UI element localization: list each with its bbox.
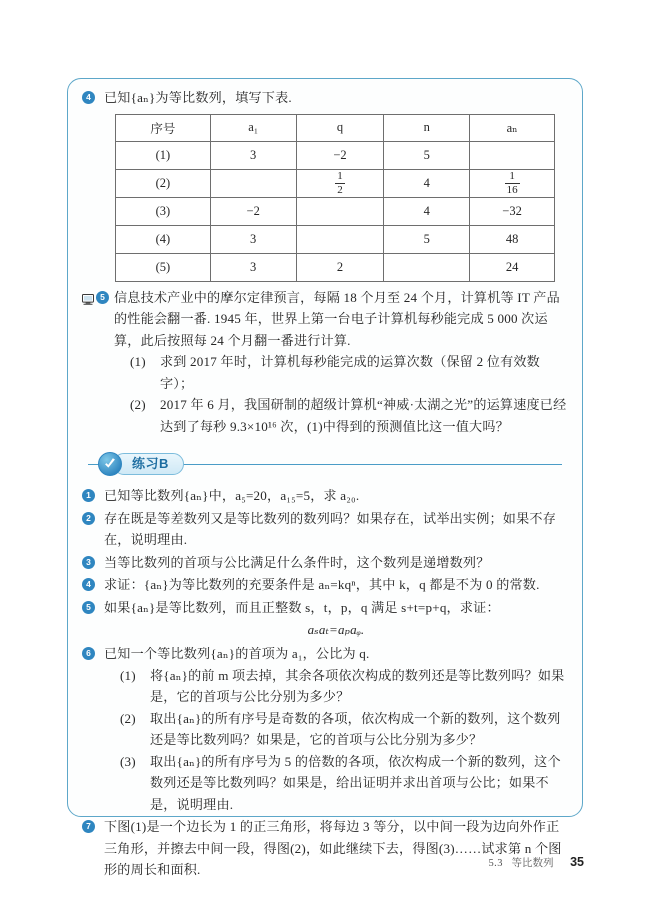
item-5-sub-2 [130, 394, 568, 437]
cell-label: (2) [116, 169, 211, 197]
sub-text: 将{aₙ}的前 m 项去掉，其余各项依次构成的数列还是等比数列吗？如果是，它的首项与公比分别为多少？ [150, 667, 565, 704]
sub-text: 求到 2017 年时，计算机每秒能完成的运算次数（保留 2 位有效数字）； [160, 354, 540, 391]
cell-n [384, 253, 470, 281]
item-number-badge: 2 [82, 512, 95, 525]
exercise-item-5 [82, 287, 568, 438]
cell-n: 4 [384, 197, 470, 225]
sub-label: (2) [130, 397, 146, 412]
exercise-b-item-7 [82, 816, 568, 881]
b-item-6-body [104, 643, 568, 815]
b-item-5-gutter [82, 597, 104, 614]
cell-an: 48 [470, 225, 555, 253]
sub-text: 取出{aₙ}的所有序号为 5 的倍数的各项，依次构成一个新的数列，这个数列还是等比数列吗？如果是，给出证明并求出首项与公比；如果不是，说明理由. [150, 753, 561, 812]
cell-q [296, 225, 384, 253]
b-item-2-gutter [82, 508, 104, 525]
cell-label: (1) [116, 141, 211, 169]
cell-n: 5 [384, 141, 470, 169]
b-item-6-sub-1 [120, 665, 568, 708]
table-row [116, 197, 555, 225]
exercise-b-item-2 [82, 508, 568, 551]
cell-a1: 3 [210, 141, 296, 169]
sub-text: 取出{aₙ}的所有序号是奇数的各项，依次构成一个新的数列，这个数列还是等比数列吗？如果是，它的首项与公比分别为多少？ [150, 710, 561, 747]
item-number-badge: 5 [82, 601, 95, 614]
cell-q: 2 [296, 253, 384, 281]
b-item-3-gutter [82, 552, 104, 569]
table-row [116, 225, 555, 253]
item-number-badge: 6 [82, 647, 95, 660]
b-item-6-text: 已知一个等比数列{aₙ}的首项为 a₁，公比为 q. [104, 646, 370, 661]
b-item-6-sub-2 [120, 708, 568, 751]
b-item-6-sub-3 [120, 751, 568, 816]
b-item-7-gutter [82, 816, 104, 833]
item-number-badge: 7 [82, 820, 95, 833]
item-5-sub-1 [130, 351, 568, 394]
footer-section-number: 5.3 [488, 858, 503, 869]
b-item-3-text: 当等比数列的首项与公比满足什么条件时，这个数列是递增数列？ [104, 554, 490, 570]
exercise-b-item-6 [82, 643, 568, 815]
cell-an [470, 169, 555, 197]
item-number-badge: 1 [82, 489, 95, 502]
table-row [116, 253, 555, 281]
cell-a1: 3 [210, 253, 296, 281]
item-number-badge: 5 [96, 291, 109, 304]
exercise-b-item-5 [82, 597, 568, 643]
sub-label: (3) [120, 753, 136, 769]
th-n: n [384, 114, 470, 141]
b-item-5-body [104, 597, 568, 643]
th-a1: a₁ [210, 114, 296, 141]
th-q: q [296, 114, 384, 141]
sub-text: 2017 年 6 月，我国研制的超级计算机“神威·太湖之光”的运算速度已经达到了每秒 9.3×10¹⁶ 次，(1)中得到的预测值比这一值大吗？ [160, 397, 567, 434]
sub-label: (1) [130, 354, 146, 369]
cell-q: −2 [296, 141, 384, 169]
exercise-item-4 [82, 87, 568, 109]
item-5-body [114, 287, 568, 438]
computer-icon [82, 292, 94, 303]
fraction-one-sixteenth: $\frac{1}{16}$ [506, 170, 518, 196]
content-panel [67, 78, 583, 877]
b-item-2-text: 存在既是等差数列又是等比数列的数列吗？如果存在，试举出实例；如果不存在，说明理由. [104, 510, 556, 547]
item-4-text: 已知{aₙ}为等比数列，填写下表. [104, 90, 292, 105]
cell-an: −32 [470, 197, 555, 225]
cell-q [296, 197, 384, 225]
cell-a1: −2 [210, 197, 296, 225]
footer-section-title: 等比数列 [511, 858, 554, 869]
b-item-5-text: 如果{aₙ}是等比数列，而且正整数 s，t，p，q 满足 s+t=p+q，求证： [104, 599, 500, 615]
b-item-7-text: 下图(1)是一个边长为 1 的正三角形，将每边 3 等分，以中间一段为边向外作正三角形，并擦去中间一段，得图(2)，如此继续下去，得图(3)……试求第 n 个图形的周长和面积. [104, 819, 562, 877]
cell-label: (5) [116, 253, 211, 281]
cell-label: (4) [116, 225, 211, 253]
item-4-gutter [82, 87, 104, 104]
b-item-4-text: 求证：{aₙ}为等比数列的充要条件是 aₙ=kqⁿ，其中 k，q 都是不为 0 的常数. [104, 577, 540, 592]
b-item-5-formula: aₛaₜ=aₚaᵩ. [307, 622, 365, 637]
item-number-badge: 3 [82, 556, 95, 569]
th-an: aₙ [470, 114, 555, 141]
cell-n: 4 [384, 169, 470, 197]
sub-label: (1) [120, 667, 136, 683]
item-number-badge: 4 [82, 91, 95, 104]
b-item-6-gutter [82, 643, 104, 660]
exercise-b-item-1 [82, 485, 568, 507]
item-5-gutter [82, 287, 114, 304]
section-badge [98, 452, 184, 476]
item-5-paragraph: 信息技术产业中的摩尔定律预言，每隔 18 个月至 24 个月，计算机等 IT 产品的性能会翻一番. 1945 年，世界上第一台电子计算机每秒能完成 5 000 次运算，此后按照每 24 个月翻一番进行计算. [114, 289, 560, 348]
cell-label: (3) [116, 197, 211, 225]
item-number-badge: 4 [82, 578, 95, 591]
cell-a1 [210, 169, 296, 197]
b-item-4-gutter [82, 574, 104, 591]
sub-label: (2) [120, 710, 136, 726]
pencil-check-icon [98, 452, 122, 476]
cell-n: 5 [384, 225, 470, 253]
section-header-exercise-b [88, 449, 568, 479]
section-badge-label: 练习B [113, 453, 184, 475]
cell-an: 24 [470, 253, 555, 281]
b-item-1-gutter [82, 485, 104, 502]
b-item-1-text: 已知等比数列{aₙ}中，a₅=20，a₁₅=5，求 a₂₀. [104, 488, 360, 503]
exercise-b-item-3 [82, 552, 568, 574]
page-footer [0, 855, 658, 870]
fraction-one-half: $\frac{1}{2}$ [337, 170, 343, 196]
cell-an [470, 141, 555, 169]
geometric-sequence-table-wrap [115, 114, 568, 282]
cell-q [296, 169, 384, 197]
table-header-row [116, 114, 555, 141]
exercise-b-item-4 [82, 574, 568, 596]
cell-a1: 3 [210, 225, 296, 253]
page-number: 35 [570, 855, 584, 869]
table-row [116, 169, 555, 197]
th-index: 序号 [116, 114, 211, 141]
geometric-sequence-table [115, 114, 555, 282]
table-row [116, 141, 555, 169]
